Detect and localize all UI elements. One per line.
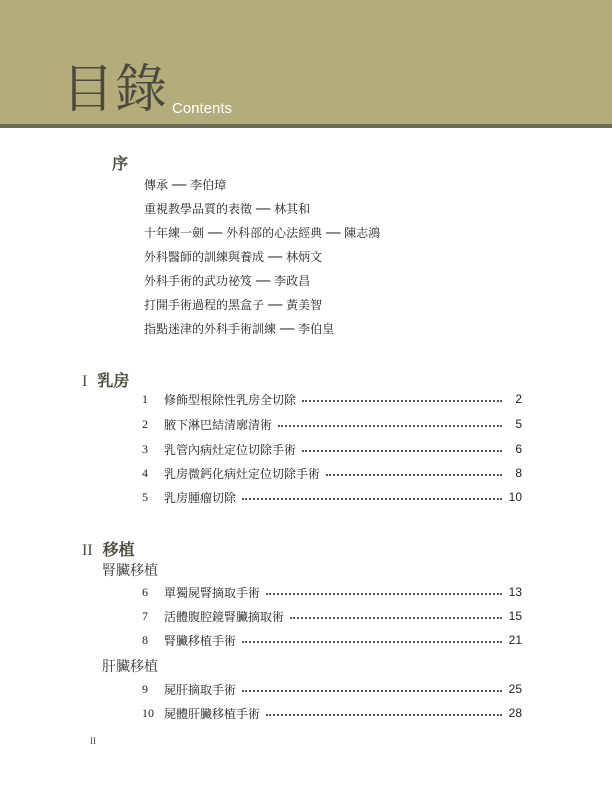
subsection-heading: 肝臟移植 — [102, 659, 158, 675]
preface-item: 外科醫師的訓練與養成 ── 林炳文 — [144, 250, 323, 264]
leader-dots — [242, 690, 502, 692]
page-subtitle: Contents — [172, 100, 233, 117]
entry-title: 乳房微鈣化病灶定位切除手術 — [164, 466, 321, 481]
leader-dots — [266, 593, 502, 595]
entry-page: 21 — [508, 633, 522, 647]
entry-number: 4 — [142, 465, 148, 480]
preface-item: 十年練一劍 ── 外科部的心法經典 ── 陳志鴻 — [144, 226, 381, 240]
toc-entry[interactable] — [138, 631, 522, 649]
entry-page: 10 — [508, 490, 522, 504]
entry-page: 2 — [515, 392, 522, 406]
toc-entry[interactable] — [138, 607, 522, 625]
leader-dots — [242, 641, 502, 643]
leader-dots — [326, 474, 502, 476]
preface-heading: 序 — [112, 154, 129, 173]
preface-item: 指點迷津的外科手術訓練 ── 李伯皇 — [144, 322, 335, 336]
entry-title: 腋下淋巴結清廓清術 — [164, 417, 273, 432]
section-heading-transplant — [82, 537, 135, 560]
entry-title: 單獨屍腎摘取手術 — [164, 585, 261, 600]
entry-title: 修飾型根除性乳房全切除 — [164, 392, 297, 407]
entry-page: 8 — [515, 466, 522, 480]
preface-item: 外科手術的武功祕笈 ── 李政昌 — [144, 274, 311, 288]
toc-entry[interactable] — [138, 704, 522, 722]
entry-number: 5 — [142, 489, 148, 504]
toc-entry[interactable] — [138, 390, 522, 408]
section-title: 移植 — [102, 540, 135, 559]
entry-number: 10 — [142, 705, 154, 720]
entry-number: 7 — [142, 608, 148, 623]
toc-entry[interactable] — [138, 415, 522, 433]
section-heading-breast — [82, 368, 129, 391]
toc-entry[interactable] — [138, 440, 522, 458]
toc-entry[interactable] — [138, 488, 522, 506]
entry-number: 2 — [142, 416, 148, 431]
entry-number: 6 — [142, 584, 148, 599]
entry-number: 9 — [142, 681, 148, 696]
entry-page: 15 — [508, 609, 522, 623]
toc-entry[interactable] — [138, 583, 522, 601]
entry-title: 乳房腫瘤切除 — [164, 490, 237, 505]
entry-number: 3 — [142, 441, 148, 456]
entry-title: 屍體肝臟移植手術 — [164, 706, 261, 721]
page-title: 目錄 — [62, 60, 169, 120]
leader-dots — [302, 400, 502, 402]
entry-page: 13 — [508, 585, 522, 599]
entry-title: 乳管內病灶定位切除手術 — [164, 442, 297, 457]
entry-number: 8 — [142, 632, 148, 647]
preface-item: 重視教學品質的表徵 ── 林其和 — [144, 202, 311, 216]
leader-dots — [302, 450, 502, 452]
entry-page: 25 — [508, 682, 522, 696]
leader-dots — [242, 498, 502, 500]
entry-title: 屍肝摘取手術 — [164, 682, 237, 697]
leader-dots — [290, 617, 502, 619]
section-numeral: II — [82, 542, 93, 559]
header-rule — [0, 124, 612, 128]
entry-title: 活體腹腔鏡腎臟摘取術 — [164, 609, 285, 624]
page-folio: II — [90, 736, 96, 746]
subsection-heading: 腎臟移植 — [102, 563, 158, 579]
leader-dots — [278, 425, 502, 427]
toc-entry[interactable] — [138, 464, 522, 482]
entry-title: 腎臟移植手術 — [164, 633, 237, 648]
entry-page: 6 — [515, 442, 522, 456]
preface-item: 打開手術過程的黑盒子 ── 黃美智 — [144, 298, 323, 312]
preface-item: 傳承 ── 李伯璋 — [144, 178, 227, 192]
section-title: 乳房 — [97, 371, 130, 390]
section-numeral: I — [82, 373, 88, 390]
leader-dots — [266, 714, 502, 716]
entry-page: 28 — [508, 706, 522, 720]
entry-number: 1 — [142, 391, 148, 406]
toc-entry[interactable] — [138, 680, 522, 698]
entry-page: 5 — [515, 417, 522, 431]
